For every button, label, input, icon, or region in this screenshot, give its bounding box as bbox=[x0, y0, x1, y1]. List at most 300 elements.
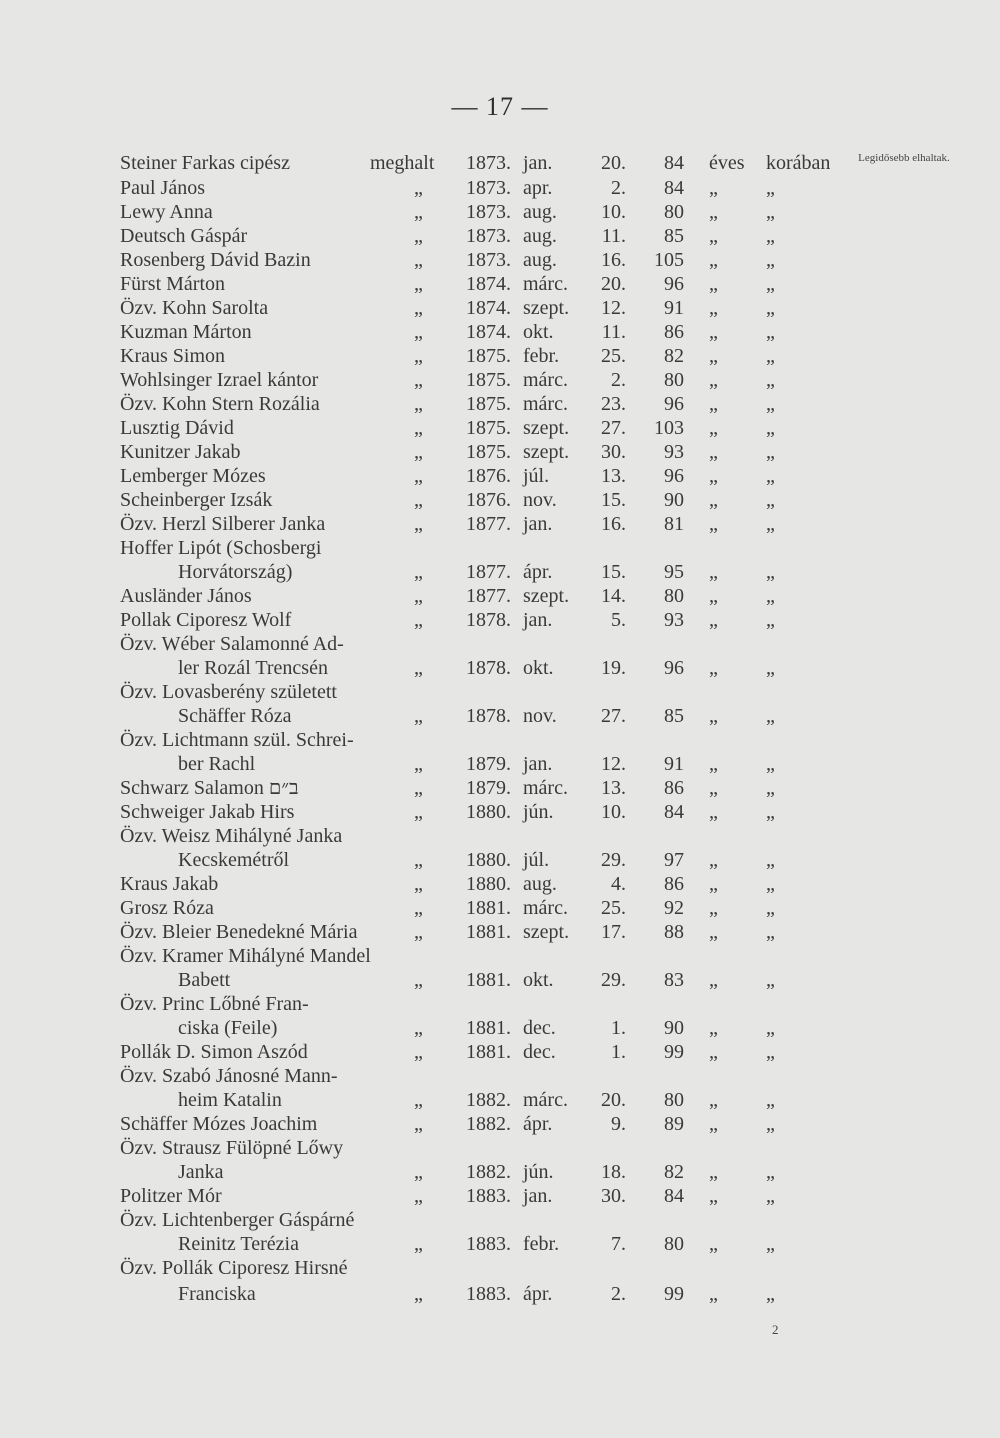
years-label: „ bbox=[709, 609, 718, 631]
month-value: apr. bbox=[523, 177, 553, 199]
month-value: dec. bbox=[523, 1017, 556, 1039]
day-value: 12. bbox=[601, 753, 626, 775]
person-name: Reinitz Terézia bbox=[178, 1233, 299, 1255]
years-label: „ bbox=[709, 657, 718, 679]
day-value: 16. bbox=[601, 513, 626, 535]
ditto-mark: „ bbox=[414, 465, 423, 487]
year-value: 1881. bbox=[466, 1017, 511, 1039]
month-value: szept. bbox=[523, 297, 570, 319]
age-suffix: „ bbox=[766, 225, 775, 247]
ditto-mark: „ bbox=[414, 1089, 423, 1111]
day-value: 10. bbox=[601, 801, 626, 823]
age-value: 82 bbox=[664, 1161, 684, 1183]
record-row bbox=[0, 1016, 1000, 1040]
signature-mark: 2 bbox=[772, 1322, 779, 1337]
year-value: 1880. bbox=[466, 849, 511, 871]
age-suffix: „ bbox=[766, 921, 775, 943]
person-name: Steiner Farkas cipész bbox=[120, 152, 290, 174]
day-value: 27. bbox=[601, 417, 626, 439]
ditto-mark: „ bbox=[414, 273, 423, 295]
year-value: 1876. bbox=[466, 465, 511, 487]
year-value: 1882. bbox=[466, 1113, 511, 1135]
age-value: 84 bbox=[664, 801, 684, 823]
day-value: 11. bbox=[601, 321, 626, 343]
month-value: márc. bbox=[523, 777, 568, 799]
age-suffix: „ bbox=[766, 609, 775, 631]
year-value: 1878. bbox=[466, 657, 511, 679]
age-value: 99 bbox=[664, 1283, 684, 1305]
age-suffix: „ bbox=[766, 489, 775, 511]
person-name: Özv. Kramer Mihályné Mandel bbox=[120, 945, 371, 967]
record-row bbox=[0, 440, 1000, 464]
years-label: „ bbox=[709, 561, 718, 583]
day-value: 20. bbox=[601, 273, 626, 295]
record-row bbox=[0, 344, 1000, 368]
record-row bbox=[0, 824, 1000, 848]
ditto-mark: „ bbox=[414, 897, 423, 919]
record-row bbox=[0, 1040, 1000, 1064]
age-value: 80 bbox=[664, 1089, 684, 1111]
side-note: Legidősebb elhaltak. bbox=[858, 152, 950, 164]
month-value: aug. bbox=[523, 873, 557, 895]
month-value: jan. bbox=[523, 513, 553, 535]
year-value: 1882. bbox=[466, 1161, 511, 1183]
age-value: 80 bbox=[664, 1233, 684, 1255]
year-value: 1875. bbox=[466, 345, 511, 367]
ditto-mark: „ bbox=[414, 225, 423, 247]
year-value: 1883. bbox=[466, 1283, 511, 1305]
year-value: 1873. bbox=[466, 201, 511, 223]
ditto-mark: „ bbox=[414, 561, 423, 583]
person-name: Paul János bbox=[120, 177, 205, 199]
month-value: jan. bbox=[523, 753, 553, 775]
year-value: 1873. bbox=[466, 177, 511, 199]
years-label: „ bbox=[709, 321, 718, 343]
age-suffix: „ bbox=[766, 873, 775, 895]
record-row bbox=[0, 680, 1000, 704]
age-value: 85 bbox=[664, 705, 684, 727]
person-name: Özv. Kohn Stern Rozália bbox=[120, 393, 320, 415]
age-suffix: „ bbox=[766, 297, 775, 319]
ditto-mark: „ bbox=[414, 753, 423, 775]
ditto-mark: „ bbox=[414, 801, 423, 823]
person-name: Özv. Herzl Silberer Janka bbox=[120, 513, 326, 535]
day-value: 27. bbox=[601, 705, 626, 727]
day-value: 20. bbox=[601, 152, 626, 174]
age-value: 86 bbox=[664, 321, 684, 343]
record-row bbox=[0, 1232, 1000, 1256]
age-suffix: „ bbox=[766, 897, 775, 919]
record-row bbox=[0, 248, 1000, 272]
year-value: 1873. bbox=[466, 152, 511, 174]
years-label: „ bbox=[709, 849, 718, 871]
month-value: jan. bbox=[523, 609, 553, 631]
day-value: 4. bbox=[611, 873, 626, 895]
years-label: „ bbox=[709, 705, 718, 727]
ditto-mark: „ bbox=[414, 969, 423, 991]
years-label: „ bbox=[709, 1041, 718, 1063]
person-name: Pollak Ciporesz Wolf bbox=[120, 609, 292, 631]
year-value: 1878. bbox=[466, 609, 511, 631]
age-suffix: „ bbox=[766, 369, 775, 391]
day-value: 13. bbox=[601, 777, 626, 799]
record-row bbox=[0, 848, 1000, 872]
ditto-mark: „ bbox=[414, 513, 423, 535]
person-name: Babett bbox=[178, 969, 231, 991]
month-value: aug. bbox=[523, 225, 557, 247]
age-value: 96 bbox=[664, 393, 684, 415]
record-row bbox=[0, 560, 1000, 584]
person-name: Özv. Wéber Salamonné Ad- bbox=[120, 633, 344, 655]
person-name: Kecskemétről bbox=[178, 849, 290, 871]
month-value: jan. bbox=[523, 152, 553, 174]
years-label: „ bbox=[709, 1017, 718, 1039]
person-name: Schwarz Salamon ב״ם bbox=[120, 777, 299, 799]
day-value: 16. bbox=[601, 249, 626, 271]
age-suffix: „ bbox=[766, 561, 775, 583]
record-row bbox=[0, 920, 1000, 944]
person-name: Schweiger Jakab Hirs bbox=[120, 801, 295, 823]
age-suffix: „ bbox=[766, 345, 775, 367]
person-name: ler Rozál Trencsén bbox=[178, 657, 328, 679]
years-label: „ bbox=[709, 249, 718, 271]
years-label: „ bbox=[709, 297, 718, 319]
record-row bbox=[0, 1064, 1000, 1088]
age-value: 80 bbox=[664, 201, 684, 223]
day-value: 30. bbox=[601, 441, 626, 463]
day-value: 23. bbox=[601, 393, 626, 415]
day-value: 29. bbox=[601, 849, 626, 871]
ditto-mark: „ bbox=[414, 1113, 423, 1135]
ditto-mark: „ bbox=[414, 1161, 423, 1183]
person-name: Grosz Róza bbox=[120, 897, 214, 919]
year-value: 1874. bbox=[466, 321, 511, 343]
age-value: 83 bbox=[664, 969, 684, 991]
ditto-mark: „ bbox=[414, 873, 423, 895]
years-label: „ bbox=[709, 177, 718, 199]
month-value: okt. bbox=[523, 969, 554, 991]
person-name: Franciska bbox=[178, 1283, 256, 1305]
years-label: „ bbox=[709, 753, 718, 775]
month-value: márc. bbox=[523, 897, 568, 919]
ditto-mark: „ bbox=[414, 777, 423, 799]
ditto-mark: „ bbox=[414, 489, 423, 511]
year-value: 1877. bbox=[466, 585, 511, 607]
month-value: okt. bbox=[523, 657, 554, 679]
person-name: Özv. Bleier Benedekné Mária bbox=[120, 921, 358, 943]
record-row bbox=[0, 896, 1000, 920]
person-name: Özv. Szabó Jánosné Mann- bbox=[120, 1065, 338, 1087]
ditto-mark: „ bbox=[414, 609, 423, 631]
years-label: „ bbox=[709, 393, 718, 415]
month-value: dec. bbox=[523, 1041, 556, 1063]
person-name: Kuzman Márton bbox=[120, 321, 252, 343]
day-value: 15. bbox=[601, 489, 626, 511]
age-value: 92 bbox=[664, 897, 684, 919]
person-name: Schäffer Róza bbox=[178, 705, 292, 727]
year-value: 1875. bbox=[466, 441, 511, 463]
page-number: — 17 — bbox=[451, 92, 549, 121]
age-value: 96 bbox=[664, 273, 684, 295]
age-value: 86 bbox=[664, 873, 684, 895]
month-value: júl. bbox=[523, 849, 550, 871]
age-value: 105 bbox=[654, 249, 684, 271]
record-row bbox=[0, 968, 1000, 992]
record-row bbox=[0, 608, 1000, 632]
age-value: 90 bbox=[664, 1017, 684, 1039]
record-row bbox=[0, 800, 1000, 824]
day-value: 29. bbox=[601, 969, 626, 991]
years-label: „ bbox=[709, 273, 718, 295]
ditto-mark: „ bbox=[414, 657, 423, 679]
record-row bbox=[0, 1160, 1000, 1184]
month-value: jún. bbox=[523, 801, 554, 823]
month-value: júl. bbox=[523, 465, 550, 487]
age-value: 84 bbox=[664, 152, 684, 174]
age-value: 93 bbox=[664, 609, 684, 631]
person-name: Politzer Mór bbox=[120, 1185, 222, 1207]
record-row bbox=[0, 1184, 1000, 1208]
person-name: Kraus Jakab bbox=[120, 873, 219, 895]
age-value: 80 bbox=[664, 585, 684, 607]
month-value: márc. bbox=[523, 393, 568, 415]
record-row bbox=[0, 296, 1000, 320]
day-value: 1. bbox=[611, 1041, 626, 1063]
age-suffix: „ bbox=[766, 1233, 775, 1255]
person-name: Kraus Simon bbox=[120, 345, 225, 367]
person-name: Fürst Márton bbox=[120, 273, 225, 295]
age-suffix: „ bbox=[766, 441, 775, 463]
person-name: Özv. Lovasberény született bbox=[120, 681, 337, 703]
age-suffix: „ bbox=[766, 777, 775, 799]
age-value: 89 bbox=[664, 1113, 684, 1135]
ditto-mark: „ bbox=[414, 177, 423, 199]
person-name: Özv. Pollák Ciporesz Hirsné bbox=[120, 1257, 348, 1279]
ditto-mark: „ bbox=[414, 585, 423, 607]
age-suffix: „ bbox=[766, 513, 775, 535]
day-value: 10. bbox=[601, 201, 626, 223]
year-value: 1875. bbox=[466, 393, 511, 415]
record-row bbox=[0, 416, 1000, 440]
years-label: „ bbox=[709, 465, 718, 487]
month-value: jún. bbox=[523, 1161, 554, 1183]
month-value: márc. bbox=[523, 369, 568, 391]
record-row bbox=[0, 368, 1000, 392]
age-suffix: „ bbox=[766, 417, 775, 439]
year-value: 1879. bbox=[466, 777, 511, 799]
record-row bbox=[0, 536, 1000, 560]
age-suffix: „ bbox=[766, 1017, 775, 1039]
years-label: „ bbox=[709, 225, 718, 247]
year-value: 1873. bbox=[466, 225, 511, 247]
ditto-mark: „ bbox=[414, 417, 423, 439]
record-row bbox=[0, 752, 1000, 776]
age-value: 103 bbox=[654, 417, 684, 439]
age-value: 85 bbox=[664, 225, 684, 247]
record-row bbox=[0, 1256, 1000, 1280]
years-label: „ bbox=[709, 441, 718, 463]
years-label: „ bbox=[709, 1113, 718, 1135]
years-label: „ bbox=[709, 513, 718, 535]
age-suffix: „ bbox=[766, 849, 775, 871]
ditto-mark: „ bbox=[414, 441, 423, 463]
person-name: Deutsch Gáspár bbox=[120, 225, 248, 247]
month-value: szept. bbox=[523, 585, 570, 607]
day-value: 5. bbox=[611, 609, 626, 631]
ditto-mark: „ bbox=[414, 1283, 423, 1305]
record-row bbox=[0, 1282, 1000, 1306]
year-value: 1880. bbox=[466, 873, 511, 895]
month-value: szept. bbox=[523, 441, 570, 463]
years-label: „ bbox=[709, 369, 718, 391]
person-name: Özv. Lichtmann szül. Schrei- bbox=[120, 729, 354, 751]
age-suffix: korában bbox=[766, 152, 831, 174]
years-label: „ bbox=[709, 417, 718, 439]
year-value: 1882. bbox=[466, 1089, 511, 1111]
month-value: ápr. bbox=[523, 561, 553, 583]
years-label: „ bbox=[709, 1233, 718, 1255]
age-suffix: „ bbox=[766, 273, 775, 295]
person-name: Scheinberger Izsák bbox=[120, 489, 273, 511]
month-value: nov. bbox=[523, 705, 557, 727]
age-suffix: „ bbox=[766, 1161, 775, 1183]
age-value: 97 bbox=[664, 849, 684, 871]
ditto-mark: „ bbox=[414, 249, 423, 271]
year-value: 1874. bbox=[466, 273, 511, 295]
years-label: „ bbox=[709, 1089, 718, 1111]
person-name: ciska (Feile) bbox=[178, 1017, 278, 1039]
person-name: Özv. Lichtenberger Gáspárné bbox=[120, 1209, 355, 1231]
person-name: Rosenberg Dávid Bazin bbox=[120, 249, 311, 271]
record-row bbox=[0, 1112, 1000, 1136]
day-value: 2. bbox=[611, 369, 626, 391]
years-label: „ bbox=[709, 1185, 718, 1207]
years-label: „ bbox=[709, 801, 718, 823]
day-value: 13. bbox=[601, 465, 626, 487]
ditto-mark: „ bbox=[414, 921, 423, 943]
person-name: Özv. Strausz Fülöpné Lőwy bbox=[120, 1137, 344, 1159]
record-row bbox=[0, 320, 1000, 344]
age-suffix: „ bbox=[766, 1089, 775, 1111]
month-value: okt. bbox=[523, 321, 554, 343]
person-name: heim Katalin bbox=[178, 1089, 282, 1111]
age-suffix: „ bbox=[766, 465, 775, 487]
person-name: Horvátország) bbox=[178, 561, 293, 583]
years-label: éves bbox=[709, 152, 745, 174]
age-value: 96 bbox=[664, 657, 684, 679]
record-row bbox=[0, 656, 1000, 680]
record-row bbox=[0, 776, 1000, 800]
age-suffix: „ bbox=[766, 969, 775, 991]
age-value: 90 bbox=[664, 489, 684, 511]
record-row bbox=[0, 872, 1000, 896]
person-name: Kunitzer Jakab bbox=[120, 441, 241, 463]
year-value: 1880. bbox=[466, 801, 511, 823]
person-name: Hoffer Lipót (Schosbergi bbox=[120, 537, 322, 559]
age-suffix: „ bbox=[766, 1283, 775, 1305]
record-row bbox=[0, 200, 1000, 224]
age-value: 88 bbox=[664, 921, 684, 943]
month-value: febr. bbox=[523, 1233, 560, 1255]
record-row bbox=[0, 512, 1000, 536]
record-row bbox=[0, 728, 1000, 752]
record-row bbox=[0, 584, 1000, 608]
age-suffix: „ bbox=[766, 1185, 775, 1207]
age-value: 96 bbox=[664, 465, 684, 487]
month-value: szept. bbox=[523, 417, 570, 439]
age-value: 84 bbox=[664, 1185, 684, 1207]
age-suffix: „ bbox=[766, 705, 775, 727]
ditto-mark: „ bbox=[414, 321, 423, 343]
person-name: Özv. Kohn Sarolta bbox=[120, 297, 269, 319]
age-suffix: „ bbox=[766, 249, 775, 271]
years-label: „ bbox=[709, 585, 718, 607]
age-value: 80 bbox=[664, 369, 684, 391]
age-suffix: „ bbox=[766, 393, 775, 415]
day-value: 25. bbox=[601, 345, 626, 367]
year-value: 1881. bbox=[466, 969, 511, 991]
age-suffix: „ bbox=[766, 753, 775, 775]
year-value: 1877. bbox=[466, 513, 511, 535]
years-label: „ bbox=[709, 201, 718, 223]
day-value: 15. bbox=[601, 561, 626, 583]
age-value: 86 bbox=[664, 777, 684, 799]
year-value: 1881. bbox=[466, 897, 511, 919]
years-label: „ bbox=[709, 897, 718, 919]
age-suffix: „ bbox=[766, 657, 775, 679]
person-name: Lusztig Dávid bbox=[120, 417, 234, 439]
record-row bbox=[0, 944, 1000, 968]
person-name: Özv. Princ Lőbné Fran- bbox=[120, 993, 309, 1015]
age-suffix: „ bbox=[766, 201, 775, 223]
years-label: „ bbox=[709, 921, 718, 943]
month-value: jan. bbox=[523, 1185, 553, 1207]
year-value: 1883. bbox=[466, 1185, 511, 1207]
person-name: ber Rachl bbox=[178, 753, 256, 775]
years-label: „ bbox=[709, 969, 718, 991]
year-value: 1875. bbox=[466, 417, 511, 439]
record-row bbox=[0, 488, 1000, 512]
age-suffix: „ bbox=[766, 1113, 775, 1135]
person-name: Lemberger Mózes bbox=[120, 465, 266, 487]
month-value: aug. bbox=[523, 249, 557, 271]
years-label: „ bbox=[709, 489, 718, 511]
month-value: márc. bbox=[523, 1089, 568, 1111]
record-row bbox=[0, 176, 1000, 200]
record-row bbox=[0, 1136, 1000, 1160]
age-value: 82 bbox=[664, 345, 684, 367]
years-label: „ bbox=[709, 777, 718, 799]
years-label: „ bbox=[709, 1283, 718, 1305]
record-row bbox=[0, 704, 1000, 728]
day-value: 17. bbox=[601, 921, 626, 943]
years-label: „ bbox=[709, 345, 718, 367]
person-name: Ausländer János bbox=[120, 585, 252, 607]
age-suffix: „ bbox=[766, 321, 775, 343]
record-row bbox=[0, 464, 1000, 488]
day-value: 20. bbox=[601, 1089, 626, 1111]
year-value: 1873. bbox=[466, 249, 511, 271]
ditto-mark: „ bbox=[414, 201, 423, 223]
age-value: 81 bbox=[664, 513, 684, 535]
person-name: Wohlsinger Izrael kántor bbox=[120, 369, 319, 391]
person-name: Özv. Weisz Mihályné Janka bbox=[120, 825, 343, 847]
years-label: „ bbox=[709, 1161, 718, 1183]
year-value: 1881. bbox=[466, 1041, 511, 1063]
ditto-mark: „ bbox=[414, 297, 423, 319]
record-row bbox=[0, 151, 1000, 175]
year-value: 1883. bbox=[466, 1233, 511, 1255]
